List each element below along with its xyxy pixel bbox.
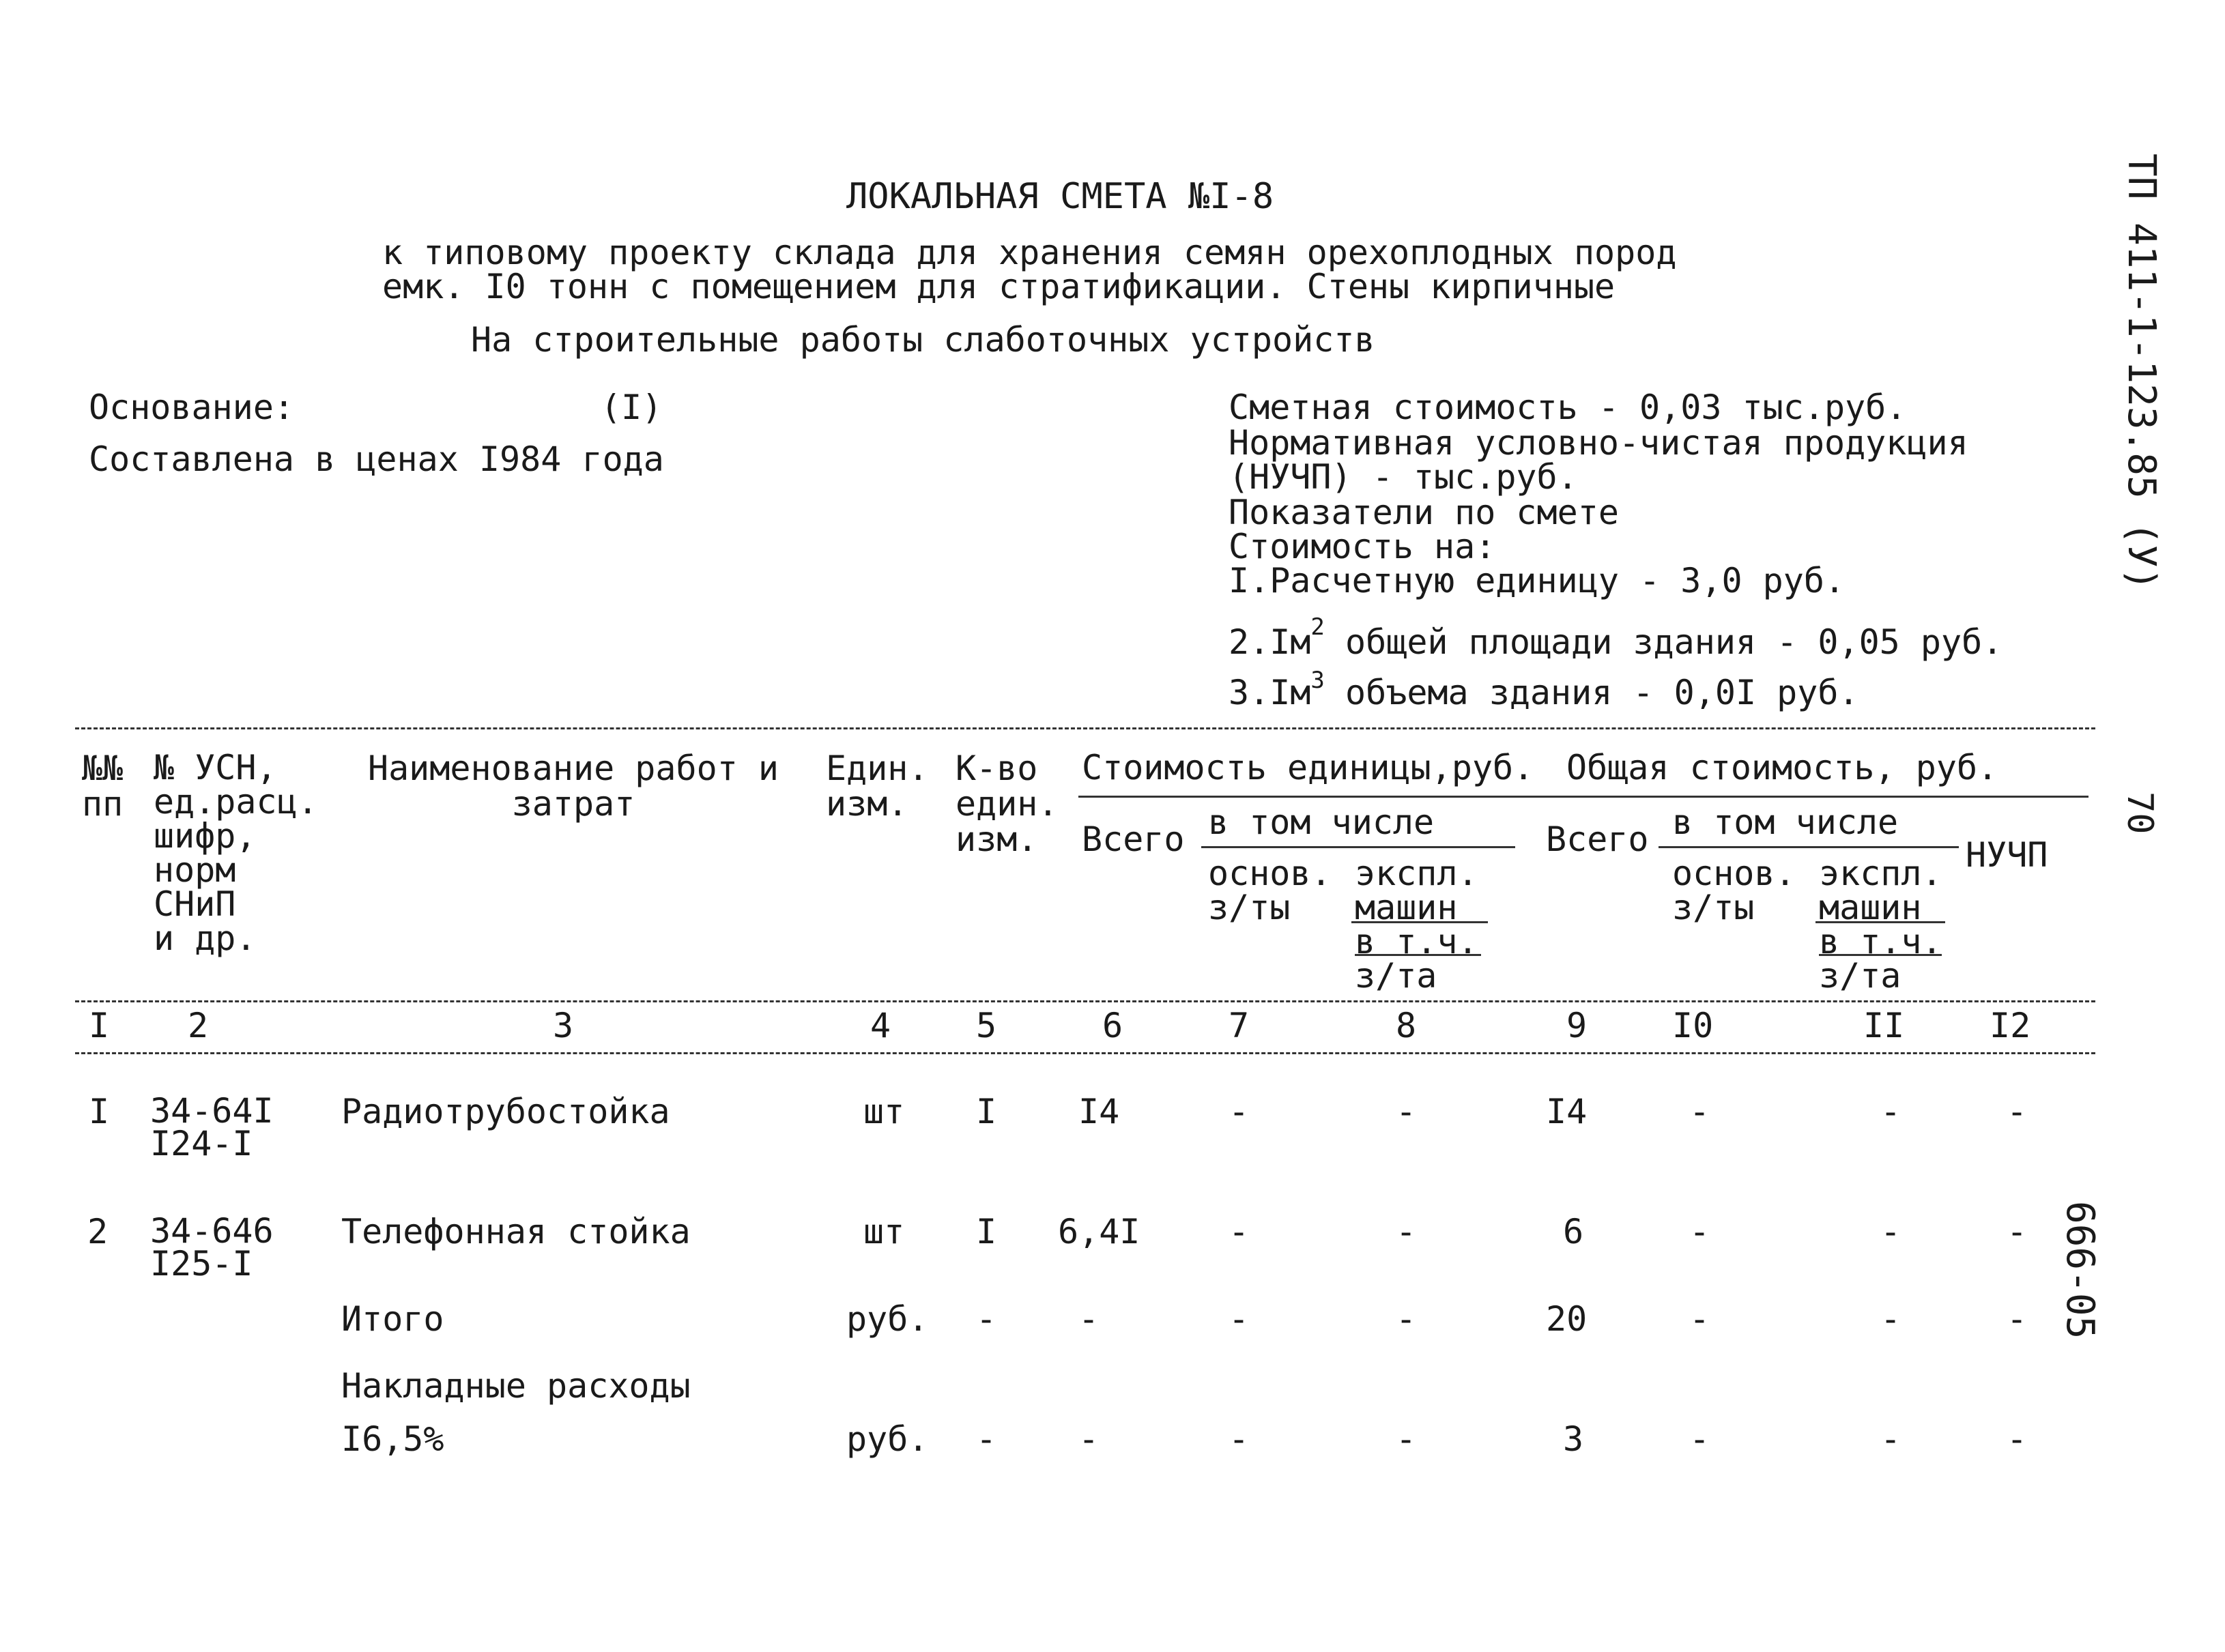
row1-unit-wage: - <box>1229 1092 1250 1131</box>
colnum-4: 4 <box>870 1006 891 1045</box>
subtitle-line-2: емк. I0 тонн с помещением для стратификации. Стены кирпичные <box>382 267 1616 306</box>
colnum-12: I2 <box>1990 1006 2031 1045</box>
row2-code: 34-646 I25-I <box>150 1211 274 1284</box>
header-unit-base-wage: основ. з/ты <box>1208 854 1332 927</box>
subtitle-line-3: На строительные работы слаботочных устройств <box>471 320 1375 360</box>
header-unit-cost: Стоимость единицы,руб. <box>1082 748 1534 787</box>
overhead-unit: руб. <box>846 1419 929 1459</box>
header-total-machines: экспл. машин в т.ч. з/та <box>1819 854 1942 996</box>
header-col5: К-во един. изм. <box>956 749 1059 859</box>
header-col1: №№ пп <box>82 749 124 824</box>
overhead-total-wage: - <box>1689 1419 1710 1459</box>
overhead-name-line1: Накладные расходы <box>341 1366 691 1406</box>
row2-qty: I <box>976 1212 997 1251</box>
header-total-cost: Общая стоимость, руб. <box>1566 748 1998 787</box>
colnum-9: 9 <box>1566 1006 1588 1045</box>
row1-total-wage: - <box>1689 1092 1710 1131</box>
subtotal-name: Итого <box>341 1299 444 1339</box>
colnum-6: 6 <box>1102 1006 1123 1045</box>
header-col2: № УСН, ед.расц. шифр, норм СНиП и др. <box>154 748 318 958</box>
row2-total: 6 <box>1563 1212 1584 1251</box>
overhead-total-mach: - <box>1880 1419 1901 1459</box>
header-unit-machines: экспл. машин в т.ч. з/та <box>1355 854 1478 996</box>
subtotal-total-wage: - <box>1689 1299 1710 1339</box>
row1-total: I4 <box>1546 1092 1588 1131</box>
colnum-3: 3 <box>553 1006 574 1045</box>
basis-label: Основание: <box>89 388 295 427</box>
row1-qty: I <box>976 1092 997 1131</box>
overhead-unit-wage: - <box>1229 1419 1250 1459</box>
subtotal-qty: - <box>976 1299 997 1339</box>
row2-total-wage: - <box>1689 1212 1710 1251</box>
subtotal-unit-wage: - <box>1229 1299 1250 1339</box>
colnum-1: I <box>89 1006 110 1045</box>
overhead-unit-total: - <box>1078 1419 1100 1459</box>
header-col3: Наименование работ и затрат <box>367 749 779 824</box>
colnum-7: 7 <box>1229 1006 1250 1045</box>
row1-name: Радиотрубостойка <box>341 1092 670 1131</box>
header-unit-all: Всего <box>1082 820 1185 859</box>
subtitle-line-1: к типовому проекту склада для хранения семян орехоплодных пород <box>382 233 1677 272</box>
indicator-item-2: $2.Iм^2$ общей площади здания - 0,05 руб. <box>1229 613 2003 662</box>
row2-unit-wage: - <box>1229 1212 1250 1251</box>
subtotal-unit: руб. <box>846 1299 929 1339</box>
subtotal-unit-mach: - <box>1396 1299 1417 1339</box>
prices-note: Составлена в ценах I984 года <box>89 439 664 479</box>
overhead-name-line2: I6,5% <box>341 1419 444 1459</box>
row1-unit-total: I4 <box>1078 1092 1120 1131</box>
header-total-base-wage: основ. з/ты <box>1672 854 1796 927</box>
normative-line-1: Нормативная условно-чистая продукция <box>1229 423 1968 463</box>
table-top-rule <box>75 727 2095 729</box>
colnum-10: I0 <box>1672 1006 1714 1045</box>
basis-value: (I) <box>601 388 663 427</box>
subtotal-total: 20 <box>1546 1299 1588 1339</box>
row1-unit: шт <box>863 1092 905 1131</box>
indicator-item-1: I.Расчетную единицу - 3,0 руб. <box>1229 561 1846 600</box>
row2-nuchp: - <box>2007 1212 2028 1251</box>
subtotal-nuchp: - <box>2007 1299 2028 1339</box>
cost-on-label: Стоимость на: <box>1229 527 1496 566</box>
subtotal-total-mach: - <box>1880 1299 1901 1339</box>
row2-unit-total: 6,4I <box>1058 1212 1140 1251</box>
header-col4: Един. изм. <box>826 749 929 824</box>
header-nuchp: НУЧП <box>1966 835 2048 875</box>
indicator-item-3: $3.Iм^3$ объема здания - 0,0I руб. <box>1229 667 1859 712</box>
row2-num: 2 <box>87 1212 109 1251</box>
row1-nuchp: - <box>2007 1092 2028 1131</box>
document-title: ЛОКАЛЬНАЯ СМЕТА №I-8 <box>846 176 1274 217</box>
doc-code-margin: ТП 411-1-123.85 (У) <box>2119 154 2164 591</box>
overhead-unit-mach: - <box>1396 1419 1417 1459</box>
overhead-nuchp: - <box>2007 1419 2028 1459</box>
colnum-5: 5 <box>976 1006 997 1045</box>
indicators-label: Показатели по смете <box>1229 493 1619 532</box>
estimate-cost: Сметная стоимость - 0,03 тыс.руб. <box>1229 388 1907 427</box>
normative-line-2: (НУЧП) - тыс.руб. <box>1229 457 1578 497</box>
header-rule-unit-incl <box>1201 846 1515 848</box>
header-rule-under-groups <box>1078 796 2088 798</box>
header-total-incl: в том числе <box>1672 802 1899 842</box>
row2-unit: шт <box>863 1212 905 1251</box>
overhead-total: 3 <box>1563 1419 1584 1459</box>
header-total-all: Всего <box>1546 820 1649 859</box>
row1-num: I <box>89 1092 110 1131</box>
header-bottom-rule <box>75 1000 2095 1002</box>
row1-code: 34-64I I24-I <box>150 1091 274 1163</box>
row1-unit-mach: - <box>1396 1092 1417 1131</box>
header-unit-incl: в том числе <box>1208 802 1435 842</box>
row2-total-mach: - <box>1880 1212 1901 1251</box>
subtotal-unit-total: - <box>1078 1299 1100 1339</box>
column-numbers-rule <box>75 1052 2095 1054</box>
row1-total-mach: - <box>1880 1092 1901 1131</box>
colnum-11: II <box>1863 1006 1905 1045</box>
overhead-qty: - <box>976 1419 997 1459</box>
colnum-2: 2 <box>188 1006 209 1045</box>
row2-unit-mach: - <box>1396 1212 1417 1251</box>
header-rule-total-incl <box>1659 846 1959 848</box>
page-number: 70 <box>2119 792 2160 835</box>
row2-name: Телефонная стойка <box>341 1212 691 1251</box>
archive-code: 666-05 <box>2058 1201 2102 1339</box>
colnum-8: 8 <box>1396 1006 1417 1045</box>
